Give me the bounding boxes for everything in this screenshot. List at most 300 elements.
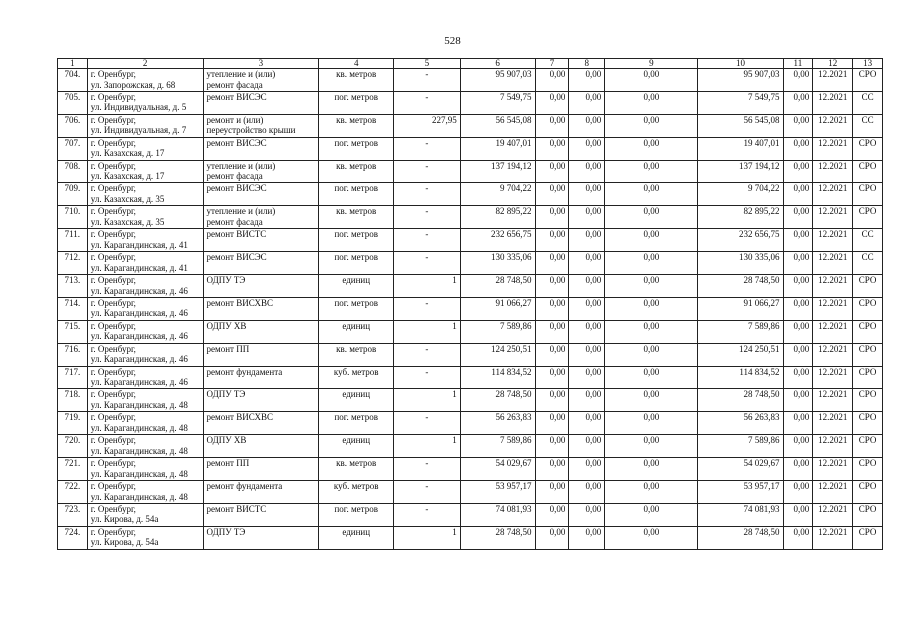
address-cell (87, 137, 203, 160)
work-type-line-1: ОДПУ ТЭ (206, 275, 246, 286)
address-cell (87, 412, 203, 435)
row-number-cell: 721. (58, 458, 88, 481)
cost-col-8-cell: 0,00 (569, 435, 605, 458)
work-type-line-2: ремонт фасада (206, 216, 263, 227)
total-cost-cell: 130 335,06 (460, 252, 535, 275)
cost-col-9-cell: 0,00 (605, 252, 698, 275)
table-row (58, 366, 883, 389)
cost-col-8-cell: 0,00 (569, 275, 605, 298)
cost-col-8-cell: 0,00 (569, 389, 605, 412)
quantity-cell: - (394, 160, 461, 183)
cost-col-7-cell: 0,00 (535, 458, 569, 481)
quantity-cell: - (394, 137, 461, 160)
address-cell (87, 275, 203, 298)
completion-period-cell: 12.2021 (813, 160, 853, 183)
address-line-1: г. Оренбург, (90, 206, 136, 217)
row-number-cell: 719. (58, 412, 88, 435)
funding-method-cell: СРО (853, 320, 883, 343)
address-cell (87, 69, 203, 92)
funding-method-cell: СРО (853, 458, 883, 481)
funding-method-cell: СРО (853, 366, 883, 389)
address-line-1: г. Оренбург, (90, 526, 136, 537)
table-row (58, 526, 883, 549)
address-line-2: ул. Карагандинская, д. 48 (90, 399, 188, 410)
cost-col-8-cell: 0,00 (569, 481, 605, 504)
cost-col-10-cell: 7 549,75 (698, 91, 783, 114)
unit-cell: единиц (319, 435, 394, 458)
address-cell (87, 458, 203, 481)
completion-period-cell: 12.2021 (813, 206, 853, 229)
address-line-2: ул. Индивидуальная, д. 7 (90, 125, 187, 136)
work-type-cell (203, 481, 319, 504)
unit-cell: пог. метров (319, 183, 394, 206)
cost-col-11-cell: 0,00 (783, 69, 813, 92)
address-line-2: ул. Казахская, д. 35 (90, 193, 165, 204)
cost-col-11-cell: 0,00 (783, 320, 813, 343)
cost-col-9-cell: 0,00 (605, 206, 698, 229)
cost-col-9-cell: 0,00 (605, 229, 698, 252)
row-number-cell: 717. (58, 366, 88, 389)
row-number-cell: 712. (58, 252, 88, 275)
work-type-cell (203, 252, 319, 275)
column-header: 5 (394, 59, 461, 69)
funding-method-cell: СС (853, 252, 883, 275)
row-number-cell: 716. (58, 343, 88, 366)
funding-method-cell: СС (853, 114, 883, 137)
row-number-cell: 710. (58, 206, 88, 229)
table-row (58, 481, 883, 504)
address-line-1: г. Оренбург, (90, 69, 136, 79)
table-row (58, 91, 883, 114)
address-cell (87, 366, 203, 389)
total-cost-cell: 82 895,22 (460, 206, 535, 229)
address-line-2: ул. Карагандинская, д. 46 (90, 285, 188, 296)
work-type-line-1: утепление и (или) (206, 206, 276, 217)
unit-cell: пог. метров (319, 137, 394, 160)
address-line-1: г. Оренбург, (90, 160, 136, 171)
cost-col-8-cell: 0,00 (569, 458, 605, 481)
cost-col-9-cell: 0,00 (605, 435, 698, 458)
row-number-cell: 705. (58, 91, 88, 114)
cost-col-11-cell: 0,00 (783, 481, 813, 504)
address-line-2: ул. Карагандинская, д. 46 (90, 308, 188, 319)
row-number-cell: 709. (58, 183, 88, 206)
cost-col-9-cell: 0,00 (605, 69, 698, 92)
funding-method-cell: СРО (853, 206, 883, 229)
cost-col-11-cell: 0,00 (783, 183, 813, 206)
address-cell (87, 206, 203, 229)
address-line-1: г. Оренбург, (90, 297, 136, 308)
work-type-cell (203, 389, 319, 412)
completion-period-cell: 12.2021 (813, 481, 853, 504)
table-row (58, 160, 883, 183)
cost-col-11-cell: 0,00 (783, 389, 813, 412)
address-line-2: ул. Карагандинская, д. 48 (90, 422, 188, 433)
work-type-cell (203, 69, 319, 92)
address-line-1: г. Оренбург, (90, 389, 136, 400)
cost-col-10-cell: 28 748,50 (698, 275, 783, 298)
column-header: 9 (605, 59, 698, 69)
quantity-cell: - (394, 91, 461, 114)
funding-method-cell: СРО (853, 412, 883, 435)
work-type-line-2: ремонт фасада (206, 171, 263, 182)
completion-period-cell: 12.2021 (813, 91, 853, 114)
cost-col-11-cell: 0,00 (783, 275, 813, 298)
completion-period-cell: 12.2021 (813, 229, 853, 252)
work-type-cell (203, 297, 319, 320)
row-number-cell: 724. (58, 526, 88, 549)
address-line-2: ул. Карагандинская, д. 48 (90, 491, 188, 502)
completion-period-cell: 12.2021 (813, 503, 853, 526)
address-cell (87, 435, 203, 458)
total-cost-cell: 91 066,27 (460, 297, 535, 320)
completion-period-cell: 12.2021 (813, 526, 853, 549)
address-line-2: ул. Карагандинская, д. 48 (90, 468, 188, 479)
funding-method-cell: СС (853, 229, 883, 252)
completion-period-cell: 12.2021 (813, 114, 853, 137)
table-row (58, 503, 883, 526)
address-line-2: ул. Запорожская, д. 68 (90, 79, 176, 90)
row-number-cell: 704. (58, 69, 88, 92)
column-header: 12 (813, 59, 853, 69)
completion-period-cell: 12.2021 (813, 435, 853, 458)
total-cost-cell: 56 263,83 (460, 412, 535, 435)
cost-col-8-cell: 0,00 (569, 137, 605, 160)
quantity-cell: - (394, 503, 461, 526)
total-cost-cell: 114 834,52 (460, 366, 535, 389)
address-line-2: ул. Карагандинская, д. 46 (90, 377, 188, 388)
total-cost-cell: 124 250,51 (460, 343, 535, 366)
unit-cell: пог. метров (319, 91, 394, 114)
quantity-cell: - (394, 183, 461, 206)
cost-col-7-cell: 0,00 (535, 481, 569, 504)
completion-period-cell: 12.2021 (813, 412, 853, 435)
quantity-cell: 1 (394, 275, 461, 298)
table-row (58, 275, 883, 298)
total-cost-cell: 28 748,50 (460, 526, 535, 549)
column-header: 7 (535, 59, 569, 69)
cost-col-11-cell: 0,00 (783, 412, 813, 435)
cost-col-8-cell: 0,00 (569, 320, 605, 343)
address-cell (87, 343, 203, 366)
table-row (58, 137, 883, 160)
cost-col-10-cell: 28 748,50 (698, 389, 783, 412)
cost-col-8-cell: 0,00 (569, 503, 605, 526)
total-cost-cell: 54 029,67 (460, 458, 535, 481)
page-number: 528 (444, 35, 461, 47)
cost-col-10-cell: 82 895,22 (698, 206, 783, 229)
work-type-line-1: ремонт и (или) (206, 114, 264, 125)
cost-col-11-cell: 0,00 (783, 297, 813, 320)
total-cost-cell: 19 407,01 (460, 137, 535, 160)
work-type-cell (203, 183, 319, 206)
address-line-1: г. Оренбург, (90, 137, 136, 148)
address-line-1: г. Оренбург, (90, 412, 136, 423)
unit-cell: куб. метров (319, 366, 394, 389)
address-cell (87, 503, 203, 526)
quantity-cell: - (394, 366, 461, 389)
quantity-cell: 1 (394, 435, 461, 458)
cost-col-8-cell: 0,00 (569, 343, 605, 366)
cost-col-7-cell: 0,00 (535, 389, 569, 412)
quantity-cell: 227,95 (394, 114, 461, 137)
quantity-cell: - (394, 69, 461, 92)
column-header: 6 (460, 59, 535, 69)
cost-col-10-cell: 74 081,93 (698, 503, 783, 526)
address-line-2: ул. Карагандинская, д. 41 (90, 262, 188, 273)
funding-method-cell: СРО (853, 297, 883, 320)
cost-col-7-cell: 0,00 (535, 435, 569, 458)
cost-col-8-cell: 0,00 (569, 183, 605, 206)
cost-col-10-cell: 232 656,75 (698, 229, 783, 252)
total-cost-cell: 95 907,03 (460, 69, 535, 92)
address-line-1: г. Оренбург, (90, 458, 136, 469)
unit-cell: пог. метров (319, 503, 394, 526)
work-type-line-1: утепление и (или) (206, 160, 276, 171)
column-header: 11 (783, 59, 813, 69)
cost-col-10-cell: 130 335,06 (698, 252, 783, 275)
address-line-1: г. Оренбург, (90, 435, 136, 446)
row-number-cell: 707. (58, 137, 88, 160)
cost-col-8-cell: 0,00 (569, 91, 605, 114)
cost-col-7-cell: 0,00 (535, 69, 569, 92)
unit-cell: пог. метров (319, 297, 394, 320)
address-cell (87, 252, 203, 275)
quantity-cell: - (394, 343, 461, 366)
total-cost-cell: 232 656,75 (460, 229, 535, 252)
completion-period-cell: 12.2021 (813, 343, 853, 366)
address-line-2: ул. Казахская, д. 17 (90, 148, 165, 159)
cost-col-9-cell: 0,00 (605, 366, 698, 389)
address-line-2: ул. Карагандинская, д. 41 (90, 239, 188, 250)
work-type-cell (203, 320, 319, 343)
work-type-line-1: ОДПУ ТЭ (206, 389, 246, 400)
work-type-line-1: ремонт ВИСЭС (206, 91, 267, 102)
table-row (58, 229, 883, 252)
work-type-line-1: ремонт ВИСЭС (206, 137, 267, 148)
cost-col-8-cell: 0,00 (569, 206, 605, 229)
quantity-cell: - (394, 412, 461, 435)
cost-col-10-cell: 114 834,52 (698, 366, 783, 389)
cost-col-11-cell: 0,00 (783, 91, 813, 114)
cost-col-10-cell: 56 263,83 (698, 412, 783, 435)
address-line-1: г. Оренбург, (90, 275, 136, 286)
quantity-cell: 1 (394, 389, 461, 412)
address-cell (87, 183, 203, 206)
address-cell (87, 481, 203, 504)
cost-col-8-cell: 0,00 (569, 252, 605, 275)
funding-method-cell: СРО (853, 435, 883, 458)
cost-col-9-cell: 0,00 (605, 412, 698, 435)
work-type-line-1: ремонт фундамента (206, 481, 283, 492)
address-cell (87, 114, 203, 137)
work-type-line-1: ремонт ПП (206, 343, 250, 354)
funding-method-cell: СРО (853, 137, 883, 160)
work-type-cell (203, 91, 319, 114)
cost-col-7-cell: 0,00 (535, 366, 569, 389)
funding-method-cell: СРО (853, 69, 883, 92)
funding-method-cell: СС (853, 91, 883, 114)
work-type-line-2: ремонт фасада (206, 79, 263, 90)
table-row (58, 389, 883, 412)
cost-col-11-cell: 0,00 (783, 137, 813, 160)
work-type-line-1: ремонт ВИСЭС (206, 252, 267, 263)
table-row (58, 183, 883, 206)
funding-method-cell: СРО (853, 183, 883, 206)
work-type-line-1: ОДПУ ТЭ (206, 526, 246, 537)
quantity-cell: - (394, 297, 461, 320)
cost-col-8-cell: 0,00 (569, 366, 605, 389)
completion-period-cell: 12.2021 (813, 320, 853, 343)
row-number-cell: 711. (58, 229, 88, 252)
address-line-1: г. Оренбург, (90, 366, 136, 377)
unit-cell: кв. метров (319, 206, 394, 229)
table-row (58, 297, 883, 320)
address-line-1: г. Оренбург, (90, 183, 136, 194)
cost-col-9-cell: 0,00 (605, 320, 698, 343)
address-cell (87, 91, 203, 114)
quantity-cell: - (394, 229, 461, 252)
cost-col-10-cell: 53 957,17 (698, 481, 783, 504)
register-table (57, 58, 883, 550)
table-row (58, 320, 883, 343)
unit-cell: пог. метров (319, 252, 394, 275)
work-type-cell (203, 343, 319, 366)
row-number-cell: 720. (58, 435, 88, 458)
cost-col-11-cell: 0,00 (783, 366, 813, 389)
quantity-cell: - (394, 481, 461, 504)
cost-col-10-cell: 56 545,08 (698, 114, 783, 137)
funding-method-cell: СРО (853, 526, 883, 549)
address-cell (87, 160, 203, 183)
work-type-line-1: ремонт ВИСТС (206, 229, 267, 240)
table-row (58, 435, 883, 458)
column-number-row (58, 59, 883, 69)
work-type-line-1: утепление и (или) (206, 69, 276, 79)
work-type-line-1: ремонт ПП (206, 458, 250, 469)
completion-period-cell: 12.2021 (813, 69, 853, 92)
cost-col-8-cell: 0,00 (569, 114, 605, 137)
table-row (58, 412, 883, 435)
address-line-1: г. Оренбург, (90, 503, 136, 514)
quantity-cell: - (394, 458, 461, 481)
work-type-cell (203, 229, 319, 252)
work-type-cell (203, 366, 319, 389)
cost-col-9-cell: 0,00 (605, 297, 698, 320)
work-type-cell (203, 114, 319, 137)
table-row (58, 252, 883, 275)
unit-cell: кв. метров (319, 458, 394, 481)
work-type-cell (203, 137, 319, 160)
row-number-cell: 715. (58, 320, 88, 343)
cost-col-7-cell: 0,00 (535, 275, 569, 298)
table-row (58, 114, 883, 137)
table-row (58, 206, 883, 229)
unit-cell: единиц (319, 389, 394, 412)
cost-col-7-cell: 0,00 (535, 526, 569, 549)
cost-col-7-cell: 0,00 (535, 206, 569, 229)
funding-method-cell: СРО (853, 343, 883, 366)
completion-period-cell: 12.2021 (813, 137, 853, 160)
unit-cell: единиц (319, 526, 394, 549)
work-type-line-1: ремонт ВИСХВС (206, 297, 273, 308)
column-header: 4 (319, 59, 394, 69)
work-type-line-2: переустройство крыши (206, 125, 296, 136)
cost-col-7-cell: 0,00 (535, 114, 569, 137)
cost-col-11-cell: 0,00 (783, 229, 813, 252)
cost-col-11-cell: 0,00 (783, 114, 813, 137)
unit-cell: пог. метров (319, 412, 394, 435)
work-type-cell (203, 275, 319, 298)
cost-col-8-cell: 0,00 (569, 229, 605, 252)
completion-period-cell: 12.2021 (813, 458, 853, 481)
address-cell (87, 297, 203, 320)
column-header: 2 (87, 59, 203, 69)
address-line-2: ул. Индивидуальная, д. 5 (90, 102, 187, 113)
work-type-line-1: ремонт ВИСЭС (206, 183, 267, 194)
address-line-1: г. Оренбург, (90, 481, 136, 492)
cost-col-10-cell: 95 907,03 (698, 69, 783, 92)
total-cost-cell: 28 748,50 (460, 275, 535, 298)
column-header: 10 (698, 59, 783, 69)
unit-cell: кв. метров (319, 343, 394, 366)
address-cell (87, 229, 203, 252)
cost-col-8-cell: 0,00 (569, 69, 605, 92)
work-type-line-1: ОДПУ ХВ (206, 435, 247, 446)
quantity-cell: 1 (394, 320, 461, 343)
total-cost-cell: 7 549,75 (460, 91, 535, 114)
funding-method-cell: СРО (853, 389, 883, 412)
work-type-cell (203, 526, 319, 549)
address-line-2: ул. Карагандинская, д. 48 (90, 445, 188, 456)
cost-col-10-cell: 137 194,12 (698, 160, 783, 183)
column-header: 1 (58, 59, 88, 69)
unit-cell: кв. метров (319, 69, 394, 92)
work-type-cell (203, 206, 319, 229)
unit-cell: единиц (319, 275, 394, 298)
cost-col-9-cell: 0,00 (605, 503, 698, 526)
cost-col-7-cell: 0,00 (535, 343, 569, 366)
row-number-cell: 723. (58, 503, 88, 526)
quantity-cell: 1 (394, 526, 461, 549)
cost-col-10-cell: 19 407,01 (698, 137, 783, 160)
cost-col-9-cell: 0,00 (605, 183, 698, 206)
cost-col-10-cell: 7 589,86 (698, 320, 783, 343)
address-line-2: ул. Карагандинская, д. 46 (90, 331, 188, 342)
unit-cell: кв. метров (319, 114, 394, 137)
row-number-cell: 718. (58, 389, 88, 412)
cost-col-8-cell: 0,00 (569, 526, 605, 549)
cost-col-8-cell: 0,00 (569, 297, 605, 320)
cost-col-9-cell: 0,00 (605, 114, 698, 137)
cost-col-10-cell: 54 029,67 (698, 458, 783, 481)
unit-cell: пог. метров (319, 229, 394, 252)
table-row (58, 343, 883, 366)
cost-col-9-cell: 0,00 (605, 137, 698, 160)
address-line-1: г. Оренбург, (90, 229, 136, 240)
completion-period-cell: 12.2021 (813, 275, 853, 298)
cost-col-8-cell: 0,00 (569, 412, 605, 435)
funding-method-cell: СРО (853, 160, 883, 183)
total-cost-cell: 7 589,86 (460, 435, 535, 458)
work-type-line-1: ремонт ВИСТС (206, 503, 267, 514)
cost-col-11-cell: 0,00 (783, 160, 813, 183)
address-cell (87, 526, 203, 549)
total-cost-cell: 53 957,17 (460, 481, 535, 504)
column-header: 3 (203, 59, 319, 69)
cost-col-7-cell: 0,00 (535, 91, 569, 114)
cost-col-8-cell: 0,00 (569, 160, 605, 183)
